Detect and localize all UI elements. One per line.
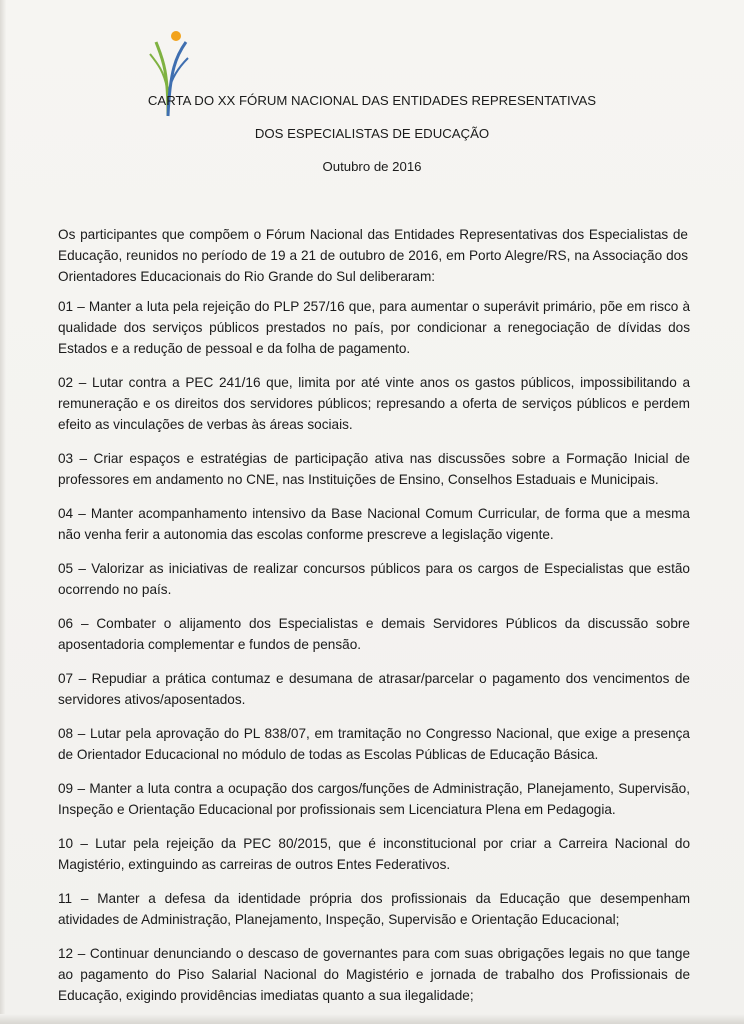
list-item: 09 – Manter a luta contra a ocupação dos cargos/funções de Administração, Planejamento, Supervisão, Inspeção e Orientação Educacional por profissionais sem Licenciatura Plena em Pedagogia. xyxy=(58,781,691,817)
page-left-edge xyxy=(0,0,6,1024)
list-item: 03 – Criar espaços e estratégias de participação ativa nas discussões sobre a Formação Inicial de professores em andamento no CNE, nas Instituições de Ensino, Conselhos Estaduais e Municipais. xyxy=(58,451,690,487)
document-date: Outubro de 2016 xyxy=(322,159,422,174)
document-title-line1: CARTA DO XX FÓRUM NACIONAL DAS ENTIDADES REPRESENTATIVAS xyxy=(147,93,597,108)
list-item: 07 – Repudiar a prática contumaz e desumana de atrasar/parcelar o pagamento dos vencimentos de servidores ativos/aposentados. xyxy=(58,671,690,707)
list-item: 12 – Continuar denunciando o descaso de governantes para com suas obrigações legais no que tange ao pagamento do Piso Salarial Nacional do Magistério e jornada de trabalho dos Profissionais de Educação, exigindo providências imediatas quanto a sua ilegalidade; xyxy=(58,946,691,1003)
list-item: 06 – Combater o alijamento dos Especialistas e demais Servidores Públicos da discussão sobre aposentadoria complementar e fundos de pensão. xyxy=(58,616,690,652)
list-item: 05 – Valorizar as iniciativas de realizar concursos públicos para os cargos de Especialistas que estão ocorrendo no país. xyxy=(58,561,690,597)
list-item: 10 – Lutar pela rejeição da PEC 80/2015, que é inconstitucional por criar a Carreira Nacional do Magistério, extinguindo as carreiras de outros Entes Federativos. xyxy=(58,836,691,872)
resolution-list xyxy=(58,296,690,1019)
list-item: 02 – Lutar contra a PEC 241/16 que, limita por até vinte anos os gastos públicos, impossibilitando a remuneração e os direitos dos servidores públicos; represando a oferta de serviços públicos e perdem efeito as vinculações de verbas às áreas sociais. xyxy=(58,375,691,432)
document-title-line2: DOS ESPECIALISTAS DE EDUCAÇÃO xyxy=(254,126,490,141)
list-item: 11 – Manter a defesa da identidade própria dos profissionais da Educação que desempenham atividades de Administração, Planejamento, Inspeção, Supervisão e Orientação Educacional; xyxy=(58,891,691,927)
intro-paragraph: Os participantes que compõem o Fórum Nacional das Entidades Representativas dos Especialistas de Educação, reunidos no período de 19 a 21 de outubro de 2016, em Porto Alegre/RS, na Associação dos Orientadores Educacionais do Rio Grande do Sul deliberaram: xyxy=(58,227,688,284)
list-item: 04 – Manter acompanhamento intensivo da Base Nacional Comum Curricular, de forma que a mesma não venha ferir a autonomia das escolas conforme prescreve a legislação vigente. xyxy=(58,506,690,542)
list-item: 01 – Manter a luta pela rejeição do PLP 257/16 que, para aumentar o superávit primário, põe em risco à qualidade dos serviços públicos prestados no país, por condicionar a renegociação de dívidas dos Estados e a redução de pessoal e da folha de pagamento. xyxy=(58,299,691,356)
list-item: 08 – Lutar pela aprovação do PL 838/07, em tramitação no Congresso Nacional, que exige a presença de Orientador Educacional no módulo de todas as Escolas Públicas de Educação Básica. xyxy=(58,726,690,762)
